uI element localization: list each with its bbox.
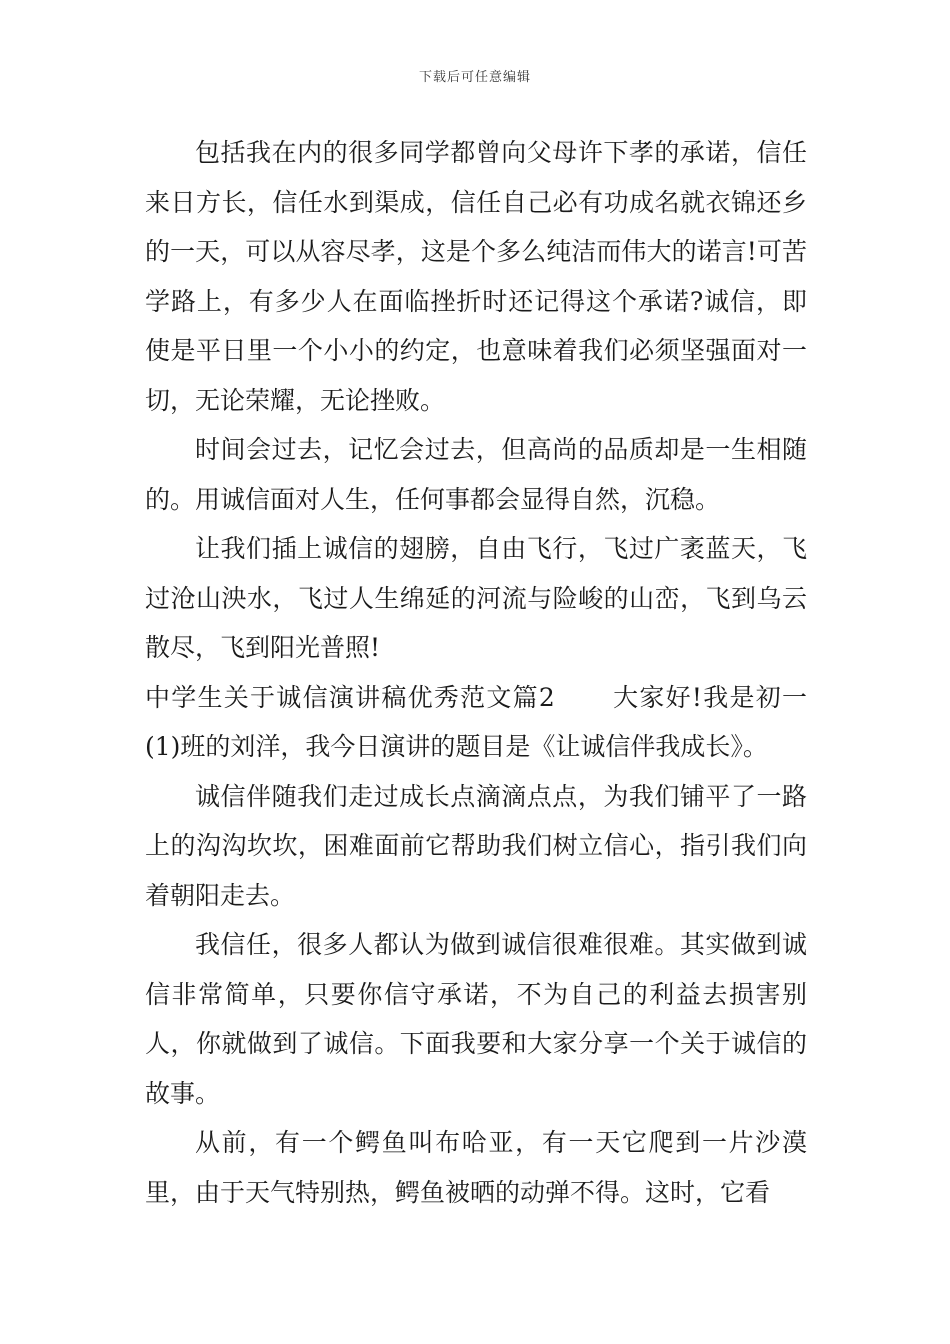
section-title: 中学生关于诚信演讲稿优秀范文篇2 bbox=[145, 682, 555, 712]
paragraph: 诚信伴随我们走过成长点滴滴点点，为我们铺平了一路上的沟沟坎坎，困难面前它帮助我们树立信心，指引我们向着朝阳走去。 bbox=[145, 781, 807, 910]
page-header: 下载后可任意编辑 bbox=[418, 70, 531, 85]
paragraph: 从前，有一个鳄鱼叫布哈亚，有一天它爬到一片沙漠里，由于天气特别热，鳄鱼被晒的动弹不得。这时，它看 bbox=[145, 1128, 807, 1207]
paragraph: 让我们插上诚信的翅膀，自由飞行，飞过广袤蓝天，飞过沧山泱水，飞过人生绵延的河流与险峻的山峦，飞到乌云散尽，飞到阳光普照! bbox=[145, 534, 807, 662]
section-intro: 大家好!我是初一(1)班的刘洋，我今日演讲的题目是《让诚信伴我成长》。 bbox=[145, 682, 807, 761]
paragraph: 包括我在内的很多同学都曾向父母许下孝的承诺，信任来日方长，信任水到渠成，信任自己必有功成名就衣锦还乡的一天，可以从容尽孝，这是个多么纯洁而伟大的诺言!可苦学路上，有多少人在面临挫折时还记得这个承诺?诚信，即使是平日里一个小小的约定，也意味着我们必须坚强面对一切，无论荣耀，无论挫败。 bbox=[145, 138, 807, 415]
section-heading-line bbox=[145, 673, 807, 772]
paragraph: 我信任，很多人都认为做到诚信很难很难。其实做到诚信非常简单，只要你信守承诺，不为自己的利益去损害别人，你就做到了诚信。下面我要和大家分享一个关于诚信的故事。 bbox=[145, 930, 807, 1108]
document-body bbox=[145, 128, 807, 1217]
paragraph: 时间会过去，记忆会过去，但高尚的品质却是一生相随的。用诚信面对人生，任何事都会显得自然，沉稳。 bbox=[145, 435, 807, 514]
